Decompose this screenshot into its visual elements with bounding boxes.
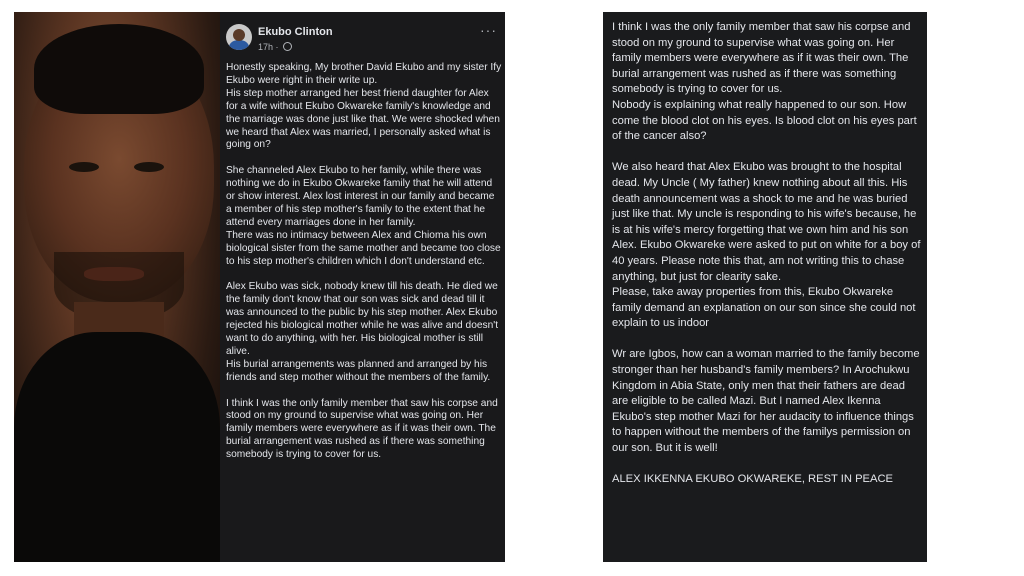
post-meta: 17h ·: [258, 42, 292, 52]
continuation-text: [612, 20, 922, 503]
post-header: [220, 12, 505, 64]
profile-photo: [14, 12, 220, 562]
post-paragraph: I think I was the only family member that saw his corpse and stood on my ground to supervise what was going on. Her family members were everywhere as if it was their own. The burial arrangement was rushed as if there was something somebody is trying to cover for us.: [226, 397, 498, 461]
globe-icon: [283, 42, 292, 51]
closing-line: ALEX IKKENNA EKUBO OKWAREKE, REST IN PEACE: [612, 473, 894, 486]
more-options-icon[interactable]: ···: [480, 22, 497, 38]
post-text: [226, 62, 502, 475]
author-name[interactable]: Ekubo Clinton: [258, 26, 333, 38]
left-eye: [69, 162, 99, 172]
mouth: [84, 267, 144, 281]
right-eye: [134, 162, 164, 172]
continuation-paragraph: We also heard that Alex Ekubo was brought to the hospital dead. My Uncle ( My father) knew nothing about all this. His death announcement was a shock to me and he was buried just like that. My uncle is responding to his wife's because, he is at his wife's mercy forgetting that we own him and his son Alex. Ekubo Okwareke were asked to put on white for a boy of 40 years. Please note this that, am not writing this to chase anything, but just for clearity sake. Please, take away properties from this, Ekubo Okwareke family demand an explanation on our son since she could not explain to us indoor: [612, 161, 921, 330]
avatar[interactable]: [226, 24, 252, 50]
post-time[interactable]: 17h: [258, 42, 274, 52]
post-continuation: [603, 12, 927, 562]
post-paragraph: Honestly speaking, My brother David Ekubo and my sister Ify Ekubo were right in their write up. His step mother arranged her best friend daughter for Alex for a wife without Ekubo Okwareke family's knowledge and the marriage was done just like that. We were shocked when we heard that Alex was married, I personally asked what is going on?: [226, 62, 502, 151]
hair: [34, 24, 204, 114]
shirt: [14, 332, 220, 562]
post-paragraph: Alex Ekubo was sick, nobody knew till his death. He died we the family don't know that our son was sick and dead till it was announced to the public by his step mother. Alex Ekubo rejected his biological mother while he was alive and doesn't want to do anything, with her. His biological mother is still alive. His burial arrangements was planned and arranged by his friends and step mother without the members of the family.: [226, 281, 499, 383]
continuation-paragraph: I think I was the only family member that saw his corpse and stood on my ground to supervise what was going on. Her family members were everywhere as if it was their own. The burial arrangement was rushed as if there was something somebody is trying to cover for us. Nobody is explaining what really happened to our son. How come the blood clot on his eyes. Is blood clot on his eyes part of the cancer also?: [612, 21, 917, 143]
post-paragraph: She channeled Alex Ekubo to her family, while there was nothing we do in Ekubo Okwareke family that he will attend or show interest. Alex lost interest in our family and became a member of his step mother's family to the extent that he attend every marriages done in her family. There was no intimacy between Alex and Chioma his own biological sister from the same mother and became too close to his step mother's children which I don't understand etc.: [226, 165, 501, 267]
continuation-paragraph: Wr are Igbos, how can a woman married to the family become stronger than her husband's family members? In Arochukwu Kingdom in Abia State, only men that their fathers are dead are eligible to be called Mazi. But I named Alex Ikenna Ekubo's step mother Mazi for her audacity to influence things to happen without the members of the familys permission on our son. But it is well!: [612, 348, 920, 455]
facebook-post: [220, 12, 505, 562]
